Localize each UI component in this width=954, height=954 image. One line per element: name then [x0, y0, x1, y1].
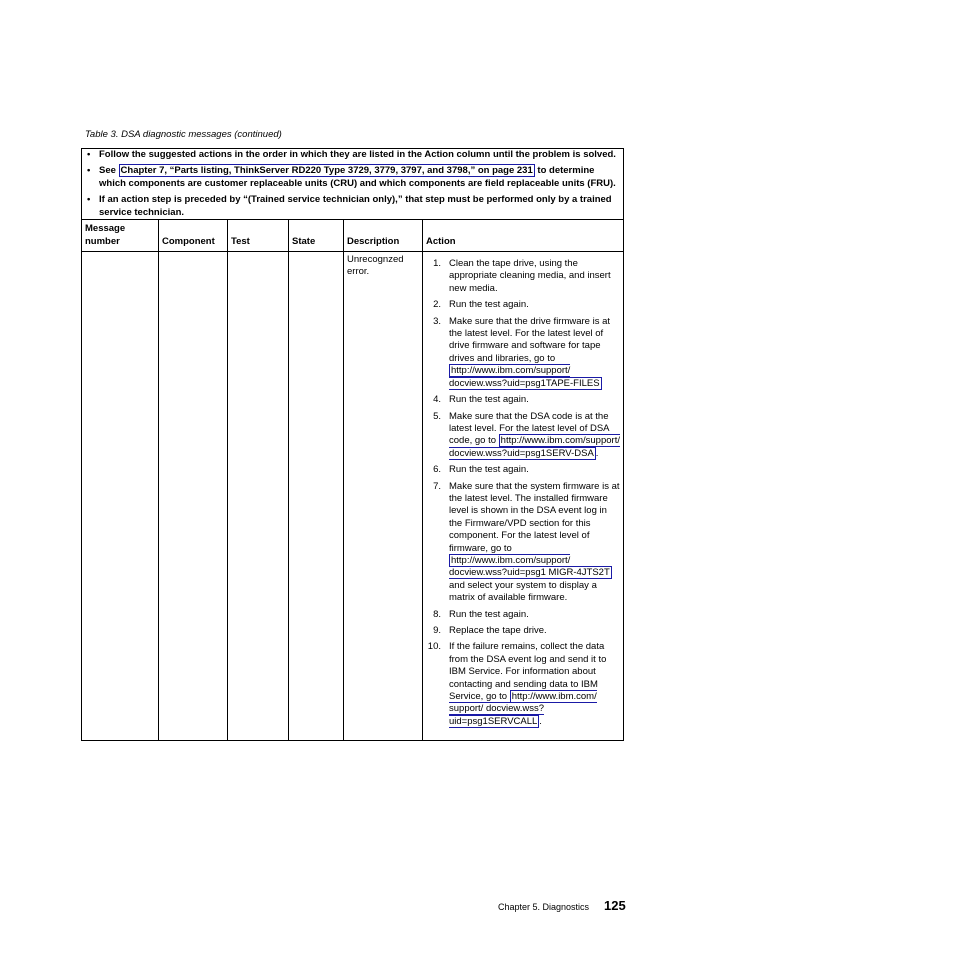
- bullet-icon: •: [87, 194, 91, 206]
- action-step: [426, 464, 620, 476]
- text-run: Run the test again.: [449, 608, 529, 620]
- text-run: If the failure remains, collect the data from the DSA event log and send it to IBM Service. For information about contacting and sending data to IBM Service, go to: [449, 641, 607, 703]
- action-step-number: 5.: [433, 410, 441, 422]
- table-caption: Table 3. DSA diagnostic messages (continued): [85, 129, 282, 140]
- text-run: Follow the suggested actions in the order in which they are listed in the Action column until the problem is solved.: [99, 149, 616, 160]
- note-item: [85, 194, 620, 219]
- table-header-row: [82, 220, 624, 252]
- action-step-number: 1.: [433, 258, 441, 270]
- cross-reference-link[interactable]: http://www.ibm.com/support/ docview.wss?uid=psg1 MIGR-4JTS2T: [449, 554, 610, 579]
- cross-reference-link[interactable]: http://www.ibm.com/support/ docview.wss?uid=psg1TAPE-FILES: [449, 365, 600, 389]
- note-item: [85, 165, 620, 190]
- action-step-number: 10.: [427, 641, 441, 653]
- text-run: Clean the tape drive, using the appropriate cleaning media, and insert new media.: [449, 258, 611, 294]
- cross-reference-link[interactable]: http://www.ibm.com/ support/ docview.wss?uid=psg1SERVCALL: [449, 691, 597, 727]
- action-step-number: 7.: [433, 480, 441, 492]
- text-run: If an action step is preceded by “(Trained service technician only),” that step must be performed only by a trained service technician.: [99, 194, 612, 218]
- action-step: [426, 609, 620, 621]
- text-run: Run the test again.: [449, 299, 529, 311]
- header-action: Action: [423, 220, 624, 252]
- bullet-icon: •: [87, 165, 91, 177]
- cross-reference-link[interactable]: http://www.ibm.com/support/ docview.wss?uid=psg1SERV-DSA: [449, 435, 620, 459]
- action-step-number: 4.: [433, 394, 441, 406]
- action-step: [426, 394, 620, 406]
- dsa-messages-table: [81, 148, 624, 741]
- text-run: Replace the tape drive.: [449, 625, 547, 636]
- table-row: [82, 252, 624, 741]
- note-item: [85, 149, 620, 161]
- cross-reference-link[interactable]: Chapter 7, “Parts listing, ThinkServer RD220 Type 3729, 3779, 3797, and 3798,” on page 231: [120, 165, 533, 177]
- text-run: .: [595, 447, 599, 459]
- text-run: Run the test again.: [449, 464, 529, 476]
- action-step-number: 2.: [433, 299, 441, 311]
- cell-description: [344, 252, 423, 741]
- header-message-number-line2: number: [85, 235, 120, 247]
- description-line1: Unrecognzed: [347, 254, 404, 266]
- header-description: Description: [344, 220, 423, 252]
- header-message-number-line1: Message: [85, 223, 126, 235]
- header-component: Component: [159, 220, 228, 252]
- text-run: .: [539, 715, 542, 727]
- cell-state: [289, 252, 344, 741]
- text-run: Make sure that the drive firmware is at the latest level. For the latest level of drive firmware and software for tape drives and libraries, go to: [449, 315, 611, 364]
- cell-message-number: [82, 252, 159, 741]
- action-step: [426, 316, 620, 390]
- action-step-number: 6.: [433, 464, 441, 476]
- action-step-number: 3.: [433, 315, 441, 327]
- action-step-number: 9.: [433, 625, 441, 636]
- text-run: and select your system to display a matrix of available firmware.: [449, 579, 597, 604]
- action-step: [426, 411, 620, 461]
- text-run: to determine which components are customer replaceable units (CRU) and which components are field replaceable units (FRU).: [99, 165, 616, 189]
- footer-chapter: Chapter 5. Diagnostics: [498, 902, 590, 912]
- header-test: Test: [228, 220, 289, 252]
- action-step: [426, 299, 620, 311]
- action-step: [426, 258, 620, 295]
- text-run: Run the test again.: [449, 394, 529, 406]
- action-step: [426, 625, 620, 637]
- table-notes-row: [82, 149, 624, 220]
- action-steps-list: [426, 258, 620, 728]
- bullet-icon: •: [87, 149, 91, 160]
- page-number: 125: [604, 898, 626, 913]
- text-run: Make sure that the system firmware is at the latest level. The installed firmware level is shown in the DSA event log in the Firmware/VPD section for this component. For the latest level of firmware, go to: [449, 480, 620, 554]
- action-step: [426, 481, 620, 605]
- description-line2: error.: [347, 266, 370, 278]
- action-step: [426, 641, 620, 728]
- cell-component: [159, 252, 228, 741]
- table-notes-cell: [82, 149, 624, 220]
- header-message-number: [82, 220, 159, 252]
- cell-test: [228, 252, 289, 741]
- text-run: See: [99, 165, 119, 177]
- action-step-number: 8.: [433, 608, 441, 620]
- notes-list: [85, 149, 620, 219]
- header-state: State: [289, 220, 344, 252]
- text-run: Make sure that the DSA code is at the latest level. For the latest level of DSA code, go to: [449, 410, 609, 447]
- cell-action: [423, 252, 624, 741]
